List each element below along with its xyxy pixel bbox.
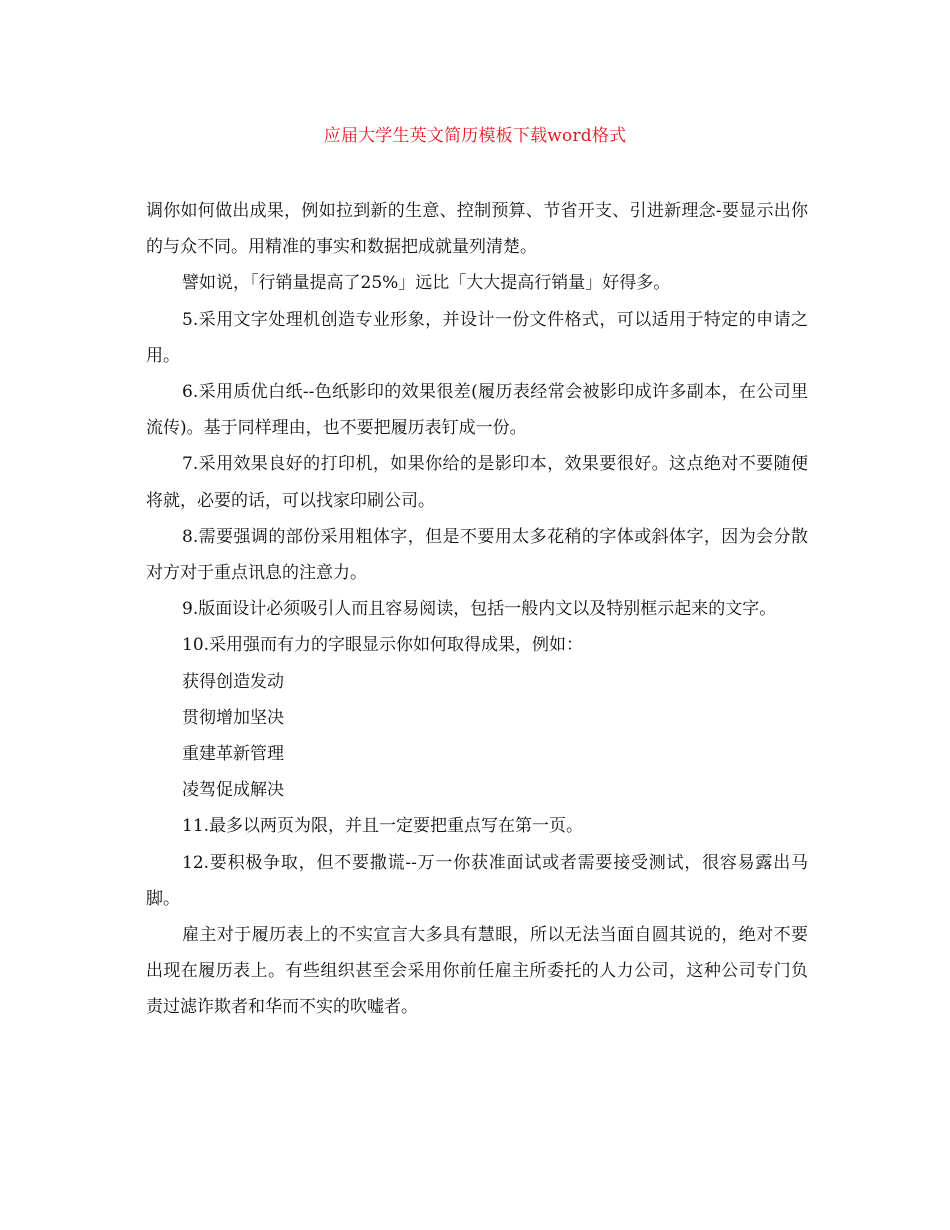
paragraph-item-12: 12.要积极争取，但不要撒谎--万一你获准面试或者需要接受测试，很容易露出马脚。 xyxy=(146,852,808,909)
paragraph-item-8: 8.需要强调的部份采用粗体字，但是不要用太多花稍的字体或斜体字，因为会分散对方对于重点讯息的注意力。 xyxy=(146,526,808,584)
document-title: 应届大学生英文简历模板下载word格式 xyxy=(323,126,627,146)
paragraph-item-7: 7.采用效果良好的打印机，如果你给的是影印本，效果要很好。这点绝对不要随便将就，必要的话，可以找家印刷公司。 xyxy=(146,454,808,511)
paragraph-item-5: 5.采用文字处理机创造专业形象，并设计一份文件格式，可以适用于特定的申请之用。 xyxy=(146,309,808,366)
keyword-line-4: 凌驾促成解决 xyxy=(182,780,284,801)
keyword-line-2: 贯彻增加坚决 xyxy=(182,707,284,728)
paragraph-item-6: 6.采用质优白纸--色纸影印的效果很差(履历表经常会被影印成许多副本，在公司里流传)。基于同样理由，也不要把履历表钉成一份。 xyxy=(146,382,808,439)
paragraph-item-9: 9.版面设计必须吸引人而且容易阅读，包括一般内文以及特别框示起来的文字。 xyxy=(182,599,777,620)
paragraph-item-10: 10.采用强而有力的字眼显示你如何取得成果，例如： xyxy=(182,635,584,656)
paragraph-example: 譬如说，「行销量提高了25%」远比「大大提高行销量」好得多。 xyxy=(182,273,671,294)
keyword-line-1: 获得创造发动 xyxy=(182,671,284,692)
paragraph-item-11: 11.最多以两页为限，并且一定要把重点写在第一页。 xyxy=(182,816,584,837)
keyword-line-3: 重建革新管理 xyxy=(182,744,284,765)
document-body xyxy=(146,193,808,1026)
paragraph-employer-note: 雇主对于履历表上的不实宣言大多具有慧眼，所以无法当面自圆其说的，绝对不要出现在履历表上。有些组织甚至会采用你前任雇主所委托的人力公司，这种公司专门负责过滤诈欺者和华而不实的吹嘘者。 xyxy=(146,925,808,1018)
paragraph-continuation: 调你如何做出成果，例如拉到新的生意、控制预算、节省开支、引进新理念-要显示出你的与众不同。用精准的事实和数据把成就量列清楚。 xyxy=(146,201,808,258)
